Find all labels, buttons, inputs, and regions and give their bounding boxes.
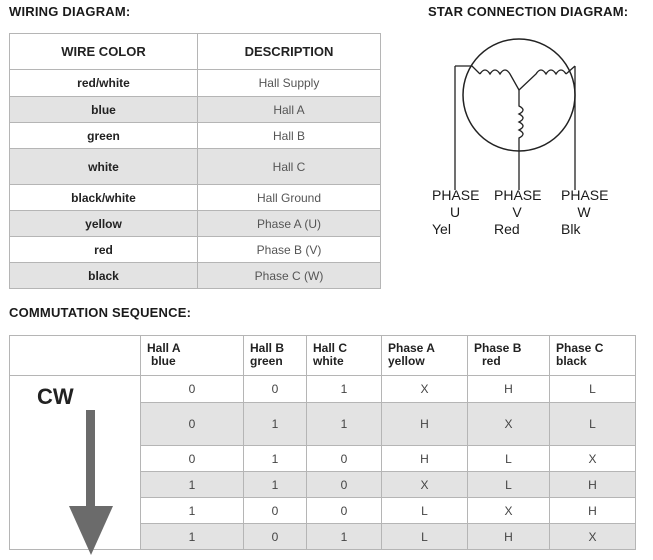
sequence-value-cell: X [550, 446, 636, 472]
wiring-row [10, 97, 381, 123]
sequence-value-cell: 1 [244, 446, 307, 472]
sequence-value-cell: 1 [244, 472, 307, 498]
phase-u-label: PHASE U Yel [432, 187, 480, 237]
sequence-value-cell: 1 [141, 524, 244, 550]
sequence-value-cell: 0 [244, 498, 307, 524]
sequence-value-cell: L [382, 498, 468, 524]
phase-w-label: PHASE W Blk [561, 187, 609, 237]
wiring-diagram-title: WIRING DIAGRAM: [9, 4, 131, 19]
description-cell: Phase A (U) [198, 211, 381, 237]
hall-c-header: Hall C white [307, 336, 382, 376]
sequence-value-cell: H [468, 524, 550, 550]
sequence-value-cell: H [382, 446, 468, 472]
sequence-value-cell: L [468, 446, 550, 472]
sequence-value-cell: X [382, 472, 468, 498]
wiring-row [10, 149, 381, 185]
star-connection-title: STAR CONNECTION DIAGRAM: [428, 4, 629, 19]
description-cell: Hall B [198, 123, 381, 149]
wiring-row [10, 211, 381, 237]
wire-color-cell: black/white [10, 185, 198, 211]
sequence-value-cell: X [382, 376, 468, 403]
sequence-value-cell: 0 [307, 446, 382, 472]
wire-color-cell: black [10, 263, 198, 289]
down-arrow-icon [67, 410, 117, 560]
description-cell: Hall A [198, 97, 381, 123]
sequence-value-cell: 1 [307, 376, 382, 403]
sequence-value-cell: H [550, 498, 636, 524]
description-cell: Phase C (W) [198, 263, 381, 289]
description-header: DESCRIPTION [198, 34, 381, 70]
sequence-value-cell: X [468, 498, 550, 524]
star-connection-diagram [420, 30, 620, 190]
sequence-value-cell: 0 [244, 524, 307, 550]
phase-v-winding [519, 90, 523, 148]
sequence-value-cell: 1 [244, 403, 307, 446]
description-cell: Hall Supply [198, 70, 381, 97]
phase-w-winding [519, 66, 575, 90]
sequence-value-cell: 0 [307, 472, 382, 498]
wire-color-header: WIRE COLOR [10, 34, 198, 70]
phase-v-label: PHASE V Red [494, 187, 542, 237]
sequence-value-cell: X [550, 524, 636, 550]
wire-color-cell: green [10, 123, 198, 149]
wire-color-cell: red [10, 237, 198, 263]
description-cell: Hall Ground [198, 185, 381, 211]
hall-a-header: Hall A blue [141, 336, 244, 376]
wiring-row [10, 237, 381, 263]
sequence-value-cell: 0 [141, 403, 244, 446]
sequence-value-cell: 0 [307, 498, 382, 524]
sequence-value-cell: 0 [141, 376, 244, 403]
wiring-table [9, 33, 381, 289]
sequence-value-cell: L [382, 524, 468, 550]
wiring-row [10, 123, 381, 149]
wiring-row [10, 263, 381, 289]
description-cell: Hall C [198, 149, 381, 185]
wiring-row [10, 70, 381, 97]
sequence-value-cell: L [550, 403, 636, 446]
sequence-value-cell: L [550, 376, 636, 403]
phase-a-header: Phase A yellow [382, 336, 468, 376]
wire-color-cell: blue [10, 97, 198, 123]
sequence-value-cell: 0 [244, 376, 307, 403]
description-cell: Phase B (V) [198, 237, 381, 263]
commutation-sequence-title: COMMUTATION SEQUENCE: [9, 305, 192, 320]
hall-b-header: Hall B green [244, 336, 307, 376]
sequence-value-cell: X [468, 403, 550, 446]
sequence-value-cell: 1 [307, 403, 382, 446]
sequence-value-cell: H [382, 403, 468, 446]
phase-u-winding [455, 66, 519, 90]
phase-c-header: Phase C black [550, 336, 636, 376]
direction-header-cell [10, 336, 141, 376]
cw-label: CW [37, 384, 74, 409]
sequence-value-cell: 1 [141, 472, 244, 498]
phase-b-header: Phase B red [468, 336, 550, 376]
commutation-table [9, 335, 636, 550]
sequence-value-cell: 1 [307, 524, 382, 550]
sequence-value-cell: H [550, 472, 636, 498]
wire-color-cell: yellow [10, 211, 198, 237]
commutation-row [10, 376, 636, 403]
wire-color-cell: red/white [10, 70, 198, 97]
direction-cell [10, 376, 141, 550]
wire-color-cell: white [10, 149, 198, 185]
sequence-value-cell: 1 [141, 498, 244, 524]
wiring-row [10, 185, 381, 211]
sequence-value-cell: 0 [141, 446, 244, 472]
sequence-value-cell: H [468, 376, 550, 403]
sequence-value-cell: L [468, 472, 550, 498]
